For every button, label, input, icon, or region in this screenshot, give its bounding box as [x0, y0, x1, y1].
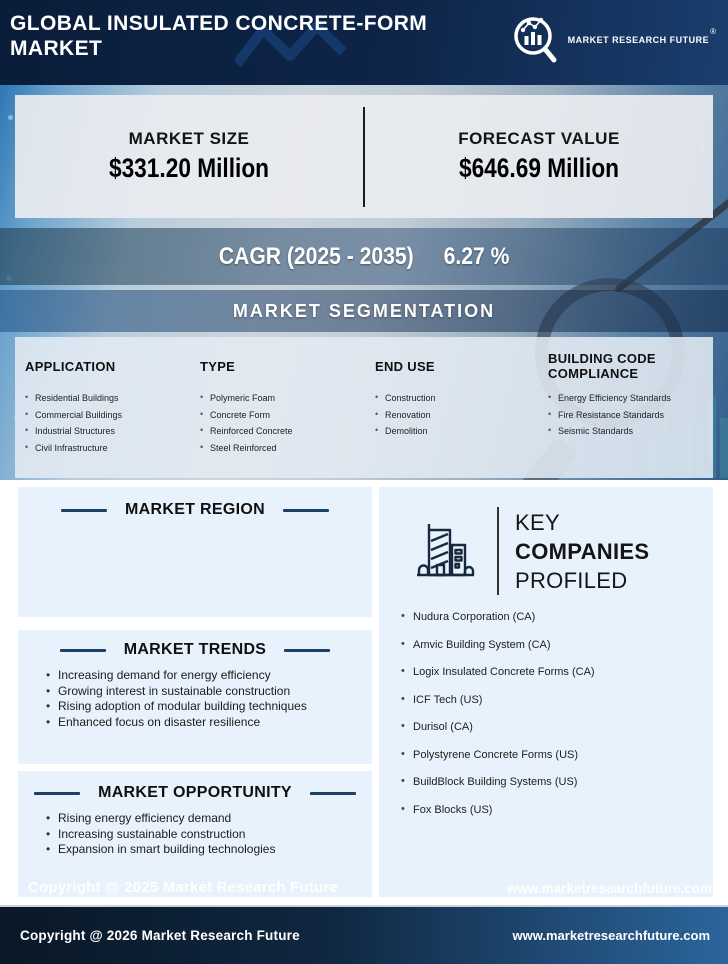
segment-list — [548, 393, 713, 436]
trend-item: • Enhanced focus on disaster resilience — [46, 715, 372, 731]
opportunity-item: • Rising energy efficiency demand — [46, 811, 372, 827]
title-dash — [284, 649, 330, 652]
brand-name: MARKET RESEARCH FUTURE — [567, 35, 710, 45]
company-item: • Fox Blocks (US) — [401, 804, 713, 816]
segment-list — [25, 393, 200, 453]
trend-item: • Growing interest in sustainable construction — [46, 684, 372, 700]
market-size-value: $331.20 Million — [108, 153, 270, 183]
segmentation-column-application — [25, 337, 200, 478]
segment-item: • Construction — [375, 393, 548, 403]
cagr-band — [0, 228, 728, 285]
title-dash — [283, 509, 329, 512]
segment-item: • Seismic Standards — [548, 426, 713, 436]
vertical-divider — [497, 507, 499, 595]
segment-item: • Demolition — [375, 426, 548, 436]
cagr-label: CAGR (2025 - 2035) — [218, 242, 414, 270]
key-companies-box — [379, 487, 713, 897]
opportunity-item: • Increasing sustainable construction — [46, 827, 372, 843]
page-title-line1: GLOBAL INSULATED CONCRETE-FORM — [10, 12, 428, 35]
segment-heading: END USE — [375, 358, 435, 374]
market-trends-box — [18, 630, 372, 764]
market-region-box — [18, 487, 372, 617]
company-item: • Nudura Corporation (CA) — [401, 611, 713, 623]
company-item: • Amvic Building System (CA) — [401, 639, 713, 651]
cagr-value: 6.27 % — [443, 242, 510, 270]
segmentation-box — [15, 337, 713, 478]
trends-list — [46, 668, 372, 730]
segment-item: • Energy Efficiency Standards — [548, 393, 713, 403]
companies-list — [401, 611, 713, 816]
forecast-value-label: FORECAST VALUE — [458, 129, 620, 148]
key-companies-header — [379, 487, 713, 595]
hero-section — [0, 85, 728, 480]
network-dot — [8, 115, 13, 120]
title-dash — [34, 792, 80, 795]
key-companies-title-line3: PROFILED — [515, 567, 628, 593]
segmentation-column-building-code — [548, 337, 713, 478]
forecast-value-value: $646.69 Million — [458, 153, 620, 183]
key-companies-title-line2: COMPANIES — [515, 538, 650, 564]
title-dash — [61, 509, 107, 512]
segmentation-column-type — [200, 337, 375, 478]
segment-item: • Reinforced Concrete — [200, 426, 375, 436]
mrf-magnifier-chart-icon — [508, 12, 562, 68]
company-item: • ICF Tech (US) — [401, 694, 713, 706]
page-title — [10, 12, 427, 62]
header — [0, 0, 728, 85]
segment-item: • Residential Buildings — [25, 393, 200, 403]
segment-item: • Concrete Form — [200, 410, 375, 420]
opportunity-list — [46, 811, 372, 858]
footer — [0, 905, 728, 964]
market-size-label: MARKET SIZE — [128, 129, 250, 148]
overlay-copyright: Copyright @ 2025 Market Research Future — [28, 879, 339, 896]
opportunity-item: • Expansion in smart building technologies — [46, 842, 372, 858]
trend-item: • Increasing demand for energy efficiency — [46, 668, 372, 684]
buildings-icon — [413, 519, 477, 583]
title-dash — [60, 649, 106, 652]
company-item: • Durisol (CA) — [401, 721, 713, 733]
forecast-value-stat — [365, 129, 713, 184]
stats-box — [15, 95, 713, 218]
market-region-title: MARKET REGION — [125, 501, 265, 518]
segment-item: • Industrial Structures — [25, 426, 200, 436]
segment-heading: APPLICATION — [25, 358, 116, 374]
segment-item: • Civil Infrastructure — [25, 443, 200, 453]
market-trends-title: MARKET TRENDS — [123, 641, 267, 658]
title-dash — [310, 792, 356, 795]
market-size-stat — [15, 129, 363, 184]
market-opportunity-title: MARKET OPPORTUNITY — [98, 784, 292, 801]
company-item: • Polystyrene Concrete Forms (US) — [401, 749, 713, 761]
segment-heading: TYPE — [200, 358, 236, 374]
footer-website-link[interactable]: www.marketresearchfuture.com — [512, 928, 710, 943]
key-companies-title — [515, 508, 649, 595]
company-item: • Logix Insulated Concrete Forms (CA) — [401, 666, 713, 678]
trend-item: • Rising adoption of modular building techniques — [46, 699, 372, 715]
segmentation-title-band — [0, 290, 728, 332]
segment-heading: BUILDING CODE COMPLIANCE — [548, 351, 656, 381]
segment-item: • Commercial Buildings — [25, 410, 200, 420]
page-title-line2: MARKET — [10, 36, 103, 60]
segment-item: • Polymeric Foam — [200, 393, 375, 403]
brand-logo — [508, 12, 716, 68]
registered-mark: ® — [710, 26, 716, 36]
segment-item: • Fire Resistance Standards — [548, 410, 713, 420]
segment-list — [375, 393, 548, 436]
footer-copyright: Copyright @ 2026 Market Research Future — [20, 928, 300, 943]
key-companies-title-line1: KEY — [515, 509, 560, 535]
segment-list — [200, 393, 375, 453]
segmentation-title: MARKET SEGMENTATION — [232, 300, 496, 321]
overlay-website: www.marketresearchfuture.com — [506, 881, 712, 896]
segmentation-column-end-use — [375, 337, 548, 478]
segment-item: • Steel Reinforced — [200, 443, 375, 453]
company-item: • BuildBlock Building Systems (US) — [401, 776, 713, 788]
segment-item: • Renovation — [375, 410, 548, 420]
